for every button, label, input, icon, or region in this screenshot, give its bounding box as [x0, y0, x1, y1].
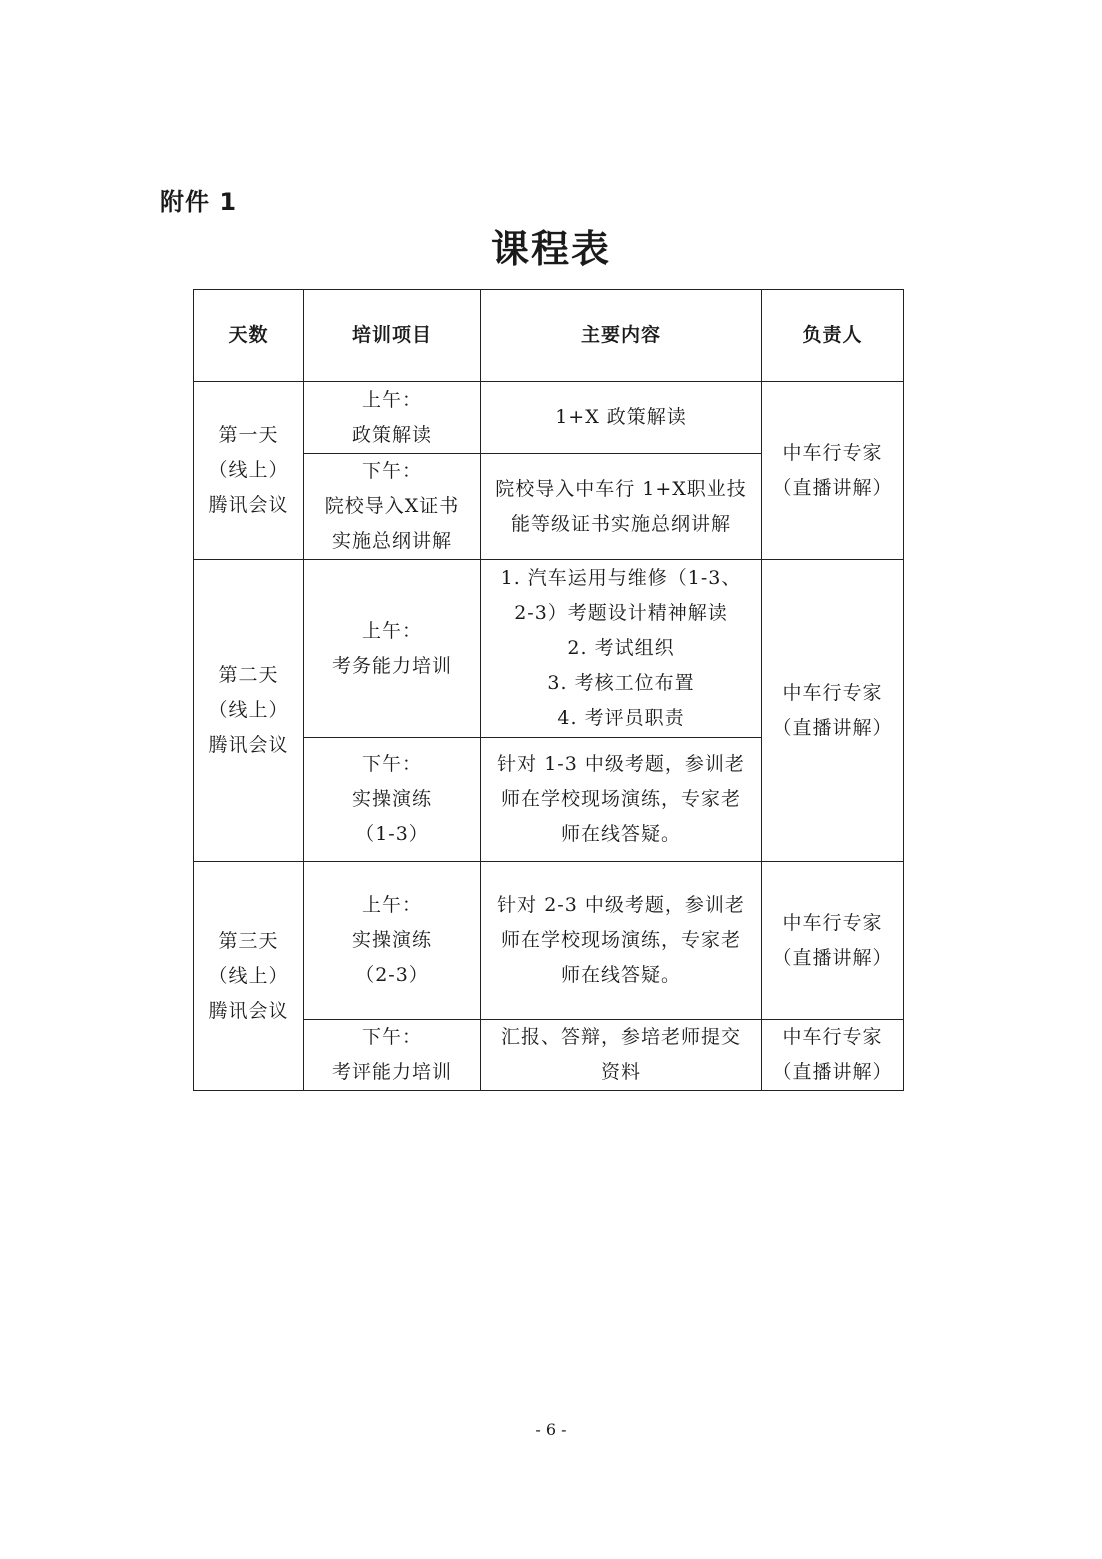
project-line: 下午：: [361, 460, 422, 482]
content-cell: [481, 382, 762, 454]
owner-line: （直播讲解）: [772, 946, 893, 969]
content-cell: [481, 738, 762, 862]
project-line: 上午：: [361, 619, 422, 642]
content-line: 1. 汽车运用与维修（1-3、: [500, 567, 742, 589]
day-cell: [194, 382, 304, 560]
header-day: 天数: [194, 290, 304, 382]
day-line: （线上）: [208, 699, 289, 721]
table-row: [194, 382, 904, 454]
project-cell: [304, 454, 481, 560]
content-line: 院校导入中车行 1+X职业技: [495, 477, 747, 500]
project-line: （2-3）: [355, 964, 429, 986]
owner-cell: [762, 1020, 904, 1091]
project-line: 下午：: [361, 753, 422, 775]
content-line: 资料: [600, 1061, 641, 1083]
day-line: 第一天: [218, 424, 279, 446]
content-cell: [481, 1020, 762, 1091]
table-row: [194, 862, 904, 1020]
content-line: 师在线答疑。: [560, 964, 681, 986]
day-line: 腾讯会议: [208, 999, 289, 1022]
content-cell: [481, 560, 762, 738]
project-cell: [304, 382, 481, 454]
content-line: 师在线答疑。: [560, 823, 681, 845]
header-row: [194, 290, 904, 382]
day-cell: [194, 560, 304, 862]
content-line: 2. 考试组织: [567, 637, 675, 659]
table-row: [194, 560, 904, 738]
content-line: 3. 考核工位布置: [547, 672, 695, 694]
content-line: 汇报、答辩，参培老师提交: [500, 1026, 741, 1048]
schedule-table: [193, 289, 904, 1091]
page-title: 课程表: [490, 227, 611, 271]
day-line: （线上）: [208, 964, 289, 987]
page-number: - 6 -: [535, 1420, 567, 1439]
content-cell: [481, 454, 762, 560]
owner-line: 中车行专家: [782, 441, 883, 464]
content-line: 能等级证书实施总纲讲解: [510, 512, 731, 535]
owner-line: （直播讲解）: [772, 1061, 893, 1083]
project-line: （1-3）: [355, 823, 429, 845]
owner-line: 中车行专家: [782, 911, 883, 934]
day-line: 第二天: [218, 664, 279, 686]
day-line: （线上）: [208, 459, 289, 481]
project-line: 实施总纲讲解: [331, 530, 452, 552]
project-cell: [304, 560, 481, 738]
content-line: 针对 2-3 中级考题，参训老: [497, 894, 745, 916]
project-line: 考务能力培训: [331, 654, 452, 677]
project-line: 下午：: [361, 1026, 422, 1048]
owner-cell: [762, 862, 904, 1020]
owner-cell: [762, 560, 904, 862]
project-line: 上午：: [361, 388, 422, 411]
content-line: 4. 考评员职责: [557, 707, 685, 729]
content-line: 1+X 政策解读: [555, 406, 687, 428]
owner-line: 中车行专家: [782, 681, 883, 704]
owner-line: （直播讲解）: [772, 716, 893, 739]
content-line: 师在学校现场演练，专家老: [500, 929, 741, 951]
header-owner: 负责人: [762, 290, 904, 382]
day-cell: [194, 862, 304, 1091]
day-line: 腾讯会议: [208, 734, 289, 756]
project-line: 政策解读: [351, 423, 432, 446]
project-line: 上午：: [361, 894, 422, 916]
content-line: 师在学校现场演练，专家老: [500, 788, 741, 810]
project-cell: [304, 738, 481, 862]
owner-line: （直播讲解）: [772, 476, 893, 499]
project-line: 考评能力培训: [331, 1061, 452, 1083]
project-cell: [304, 1020, 481, 1091]
project-line: 院校导入X证书: [324, 495, 460, 517]
project-line: 实操演练: [351, 929, 432, 951]
header-content: 主要内容: [481, 290, 762, 382]
content-line: 2-3）考题设计精神解读: [514, 602, 728, 624]
content-line: 针对 1-3 中级考题，参训老: [497, 753, 745, 775]
attachment-label: 附件 1: [160, 188, 238, 216]
owner-line: 中车行专家: [782, 1026, 883, 1048]
content-cell: [481, 862, 762, 1020]
project-cell: [304, 862, 481, 1020]
day-line: 腾讯会议: [208, 494, 289, 516]
day-line: 第三天: [218, 929, 279, 952]
header-project: 培训项目: [304, 290, 481, 382]
project-line: 实操演练: [351, 788, 432, 810]
owner-cell: [762, 382, 904, 560]
